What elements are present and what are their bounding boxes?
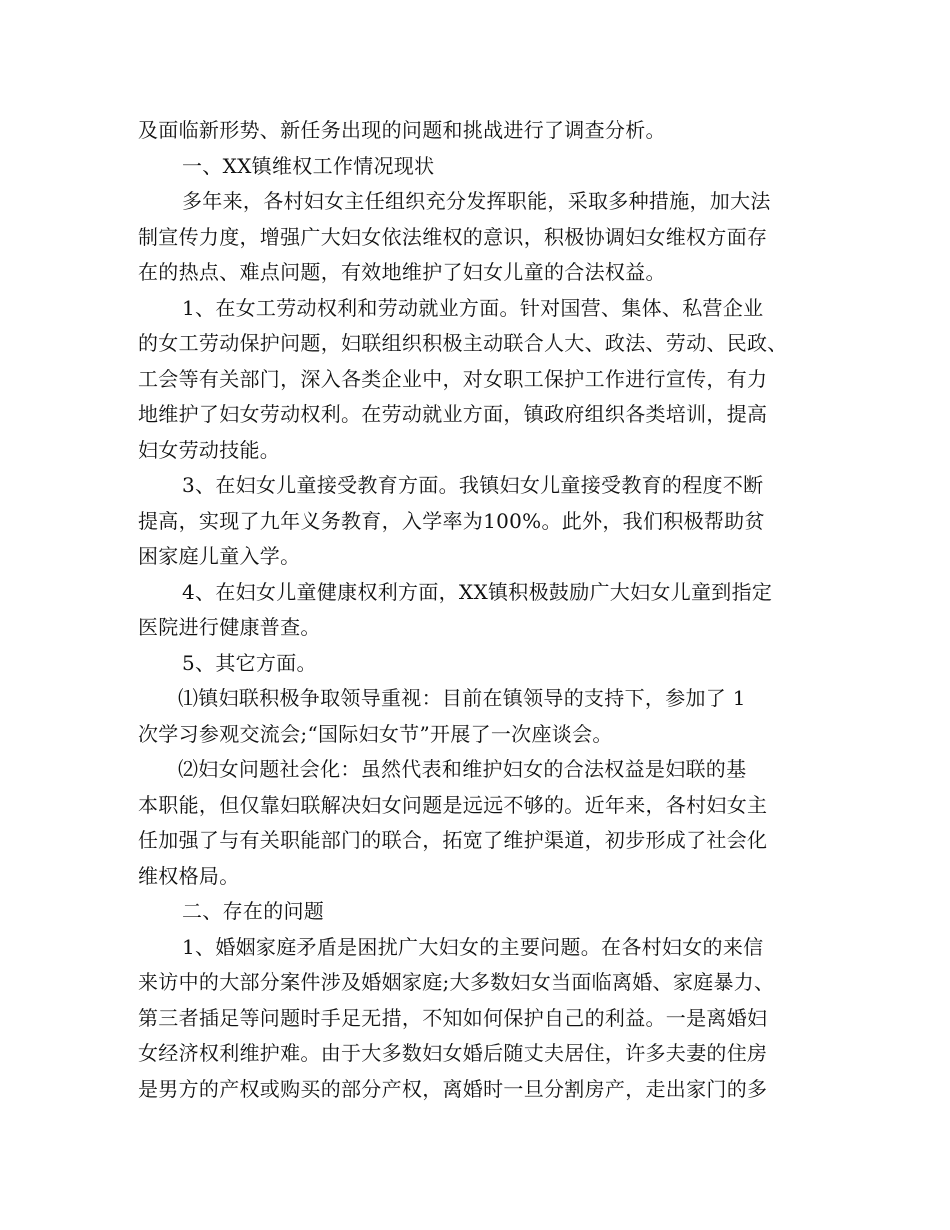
text-line: ⑵妇女问题社会化：虽然代表和维护妇女的合法权益是妇联的基: [178, 757, 747, 781]
text-line: 3、在妇女儿童接受教育方面。我镇妇女儿童接受教育的程度不断: [182, 473, 764, 497]
text-line: 任加强了与有关职能部门的联合，拓宽了维护渠道，初步形成了社会化: [138, 828, 768, 852]
text-line: 医院进行健康普查。: [138, 615, 321, 639]
text-line: 妇女劳动技能。: [138, 437, 281, 462]
text-line: 是男方的产权或购买的部分产权，离婚时一旦分割房产，走出家门的多: [138, 1076, 768, 1101]
document-body: [138, 113, 818, 1107]
text-line: 多年来，各村妇女主任组织充分发挥职能，采取多种措施，加大法: [182, 189, 771, 213]
text-line: 维权格局。: [138, 863, 240, 888]
text-line: 1、婚姻家庭矛盾是困扰广大妇女的主要问题。在各村妇女的来信: [182, 934, 764, 959]
text-line: 1、在女工劳动权利和劳动就业方面。针对国营、集体、私营企业: [182, 295, 764, 320]
text-line: 5、其它方面。: [182, 650, 317, 675]
text-line: 的女工劳动保护问题，妇联组织积极主动联合人大、政法、劳动、民政、: [138, 331, 788, 355]
text-line: 提高，实现了九年义务教育，入学率为100%。此外，我们积极帮助贫: [138, 508, 765, 533]
text-line: 次学习参观交流会;“国际妇女节”开展了一次座谈会。: [138, 721, 613, 746]
text-line: 及面临新形势、新任务出现的问题和挑战进行了调查分析。: [138, 118, 666, 142]
text-line: 来访中的大部分案件涉及婚姻家庭;大多数妇女当面临离婚、家庭暴力、: [138, 970, 775, 994]
text-line: 困家庭儿童入学。: [138, 544, 301, 568]
text-line: 第三者插足等问题时手足无措，不知如何保护自己的利益。一是离婚妇: [138, 1005, 768, 1030]
text-line: 在的热点、难点问题，有效地维护了妇女儿童的合法权益。: [138, 260, 666, 284]
section-heading: 一、XX镇维权工作情况现状: [182, 153, 435, 178]
text-line: ⑴镇妇联积极争取领导重视：目前在镇领导的支持下，参加了 1: [178, 686, 746, 710]
text-line: 工会等有关部门，深入各类企业中，对女职工保护工作进行宣传，有力: [138, 366, 768, 391]
text-line: 4、在妇女儿童健康权利方面，XX镇积极鼓励广大妇女儿童到指定: [182, 579, 773, 604]
text-line: 本职能，但仅靠妇联解决妇女问题是远远不够的。近年来，各村妇女主: [138, 792, 768, 817]
text-line: 制宣传力度，增强广大妇女依法维权的意识，积极协调妇女维权方面存: [138, 224, 768, 249]
text-line: 女经济权利维护难。由于大多数妇女婚后随丈夫居住，许多夫妻的住房: [138, 1041, 768, 1065]
text-line: 地维护了妇女劳动权利。在劳动就业方面，镇政府组织各类培训，提高: [138, 402, 768, 426]
section-heading: 二、存在的问题: [182, 899, 325, 923]
